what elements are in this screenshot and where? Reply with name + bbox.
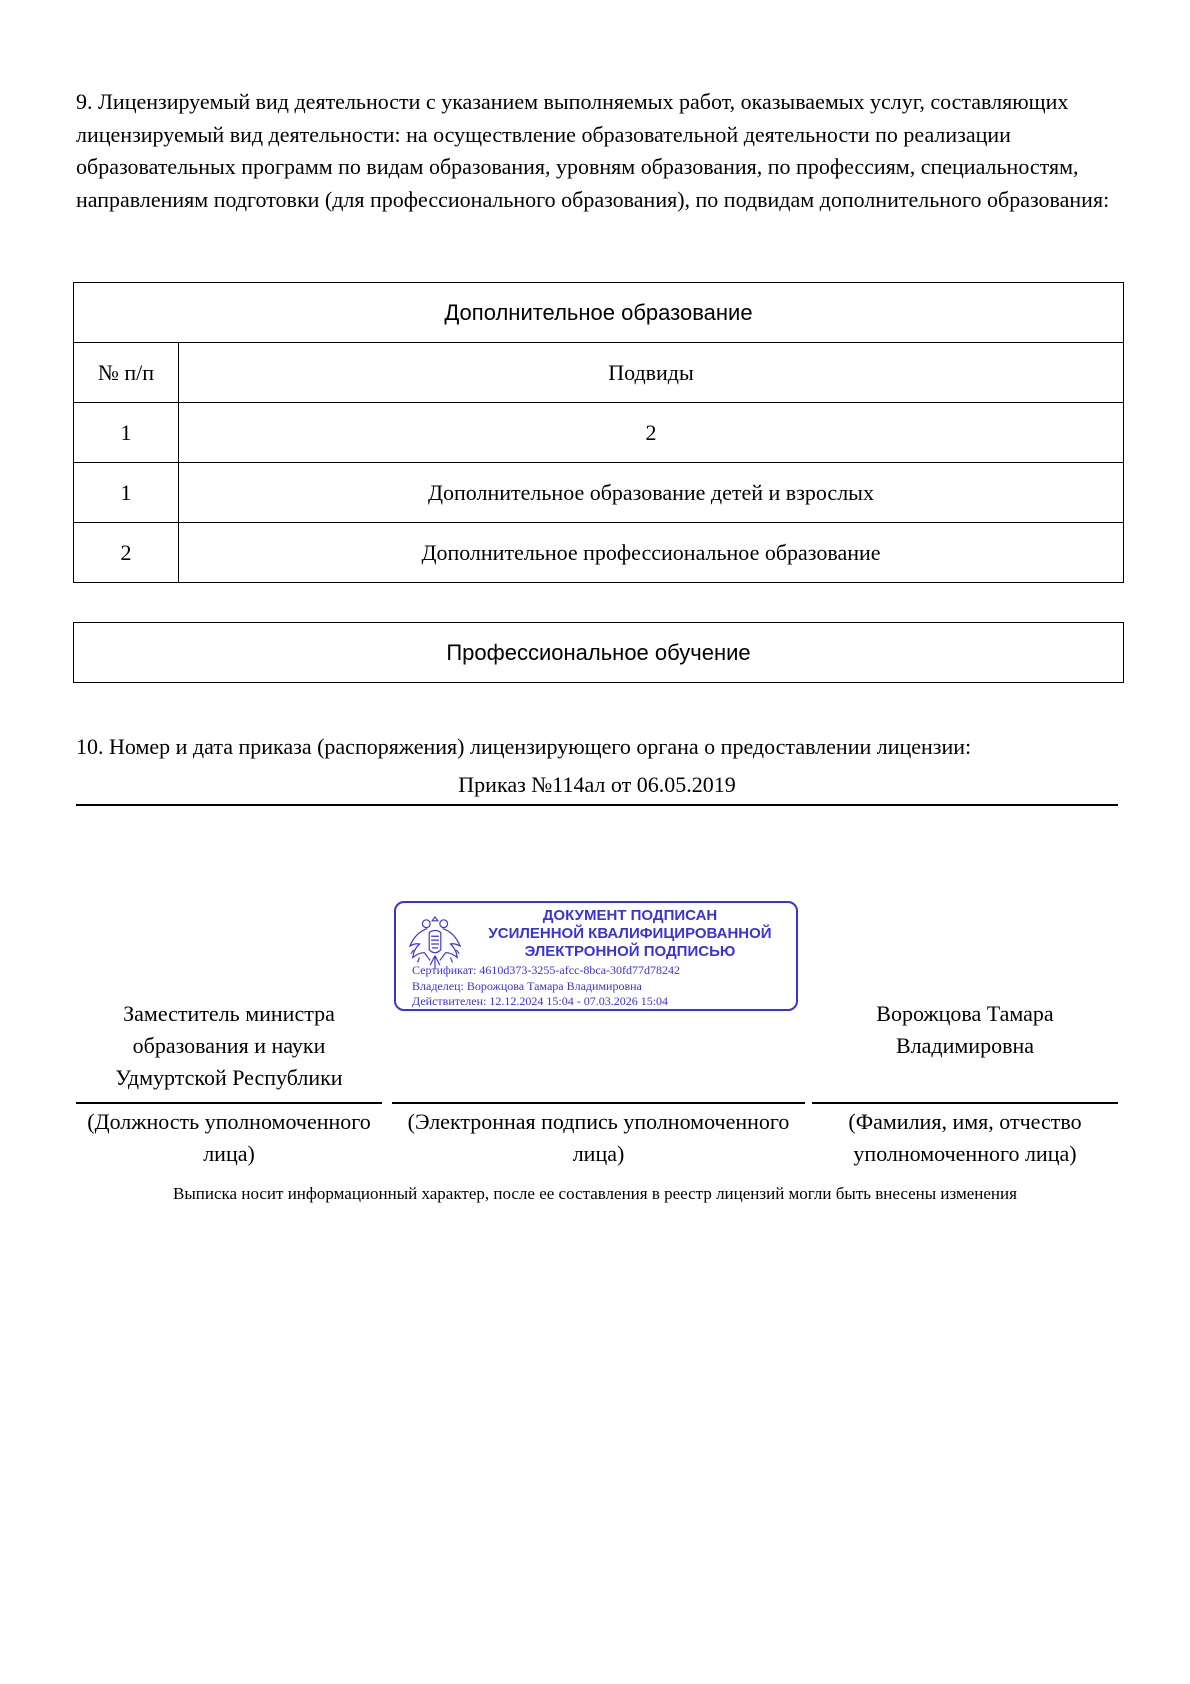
signatory-position: Заместитель министра образования и науки Удмуртской Республики (115, 1001, 343, 1090)
professional-training-table (73, 622, 1124, 683)
section-10-text: 10. Номер и дата приказа (распоряжения) лицензирующего органа о предоставлении лицензии: (76, 734, 972, 759)
stamp-title-line2: УСИЛЕННОЙ КВАЛИФИЦИРОВАННОЙ (488, 925, 772, 942)
signature-line-name (812, 1102, 1118, 1104)
table-title: Профессиональное обучение (74, 623, 1124, 683)
additional-education-table (73, 282, 1124, 583)
stamp-title-line3: ЭЛЕКТРОННОЙ ПОДПИСЬЮ (524, 943, 736, 960)
table-index-row (74, 403, 1124, 463)
signatory-name: Ворожцова Тамара Владимировна (876, 1001, 1054, 1058)
caption-electronic-signature: (Электронная подпись уполномоченного лица) (407, 1109, 790, 1166)
stamp-owner: Владелец: Ворожцова Тамара Владимировна (412, 979, 642, 993)
index-cell: 2 (179, 403, 1124, 463)
signature-line-esign (392, 1102, 805, 1104)
electronic-signature-stamp (394, 901, 798, 1011)
stamp-title-line1: ДОКУМЕНТ ПОДПИСАН (542, 907, 718, 924)
column-header-number: № п/п (74, 343, 179, 403)
signature-line-position (76, 1102, 382, 1104)
table-row (74, 463, 1124, 523)
row-subtype: Дополнительное образование детей и взрослых (179, 463, 1124, 523)
stamp-certificate: Сертификат: 4610d373-3255-afcc-8bca-30fd77d78242 (412, 963, 681, 977)
table-row (74, 523, 1124, 583)
caption-full-name: (Фамилия, имя, отчество уполномоченного лица) (848, 1109, 1082, 1166)
order-number: Приказ №114ал от 06.05.2019 (76, 772, 1118, 806)
index-cell: 1 (74, 403, 179, 463)
caption-position: (Должность уполномоченного лица) (87, 1109, 371, 1166)
row-number: 1 (74, 463, 179, 523)
table-title-row (74, 283, 1124, 343)
row-number: 2 (74, 523, 179, 583)
table-header-row (74, 343, 1124, 403)
section-9-text: 9. Лицензируемый вид деятельности с указанием выполняемых работ, оказываемых услуг, составляющих лицензируемый вид деятельности: на осуществление образовательной деятельности по реализации образовательных программ по видам образования, уровням образования, по профессиям, специальностям, направлениям подготовки (для профессионального образования), по подвидам дополнительного образования: (76, 89, 1110, 212)
column-header-subtypes: Подвиды (179, 343, 1124, 403)
row-subtype: Дополнительное профессиональное образование (179, 523, 1124, 583)
stamp-validity: Действителен: 12.12.2024 15:04 - 07.03.2026 15:04 (412, 994, 669, 1008)
table-title: Дополнительное образование (74, 283, 1124, 343)
footer-note: Выписка носит информационный характер, после ее составления в реестр лицензий могли быть внесены изменения (173, 1184, 1017, 1203)
table-title-row (74, 623, 1124, 683)
